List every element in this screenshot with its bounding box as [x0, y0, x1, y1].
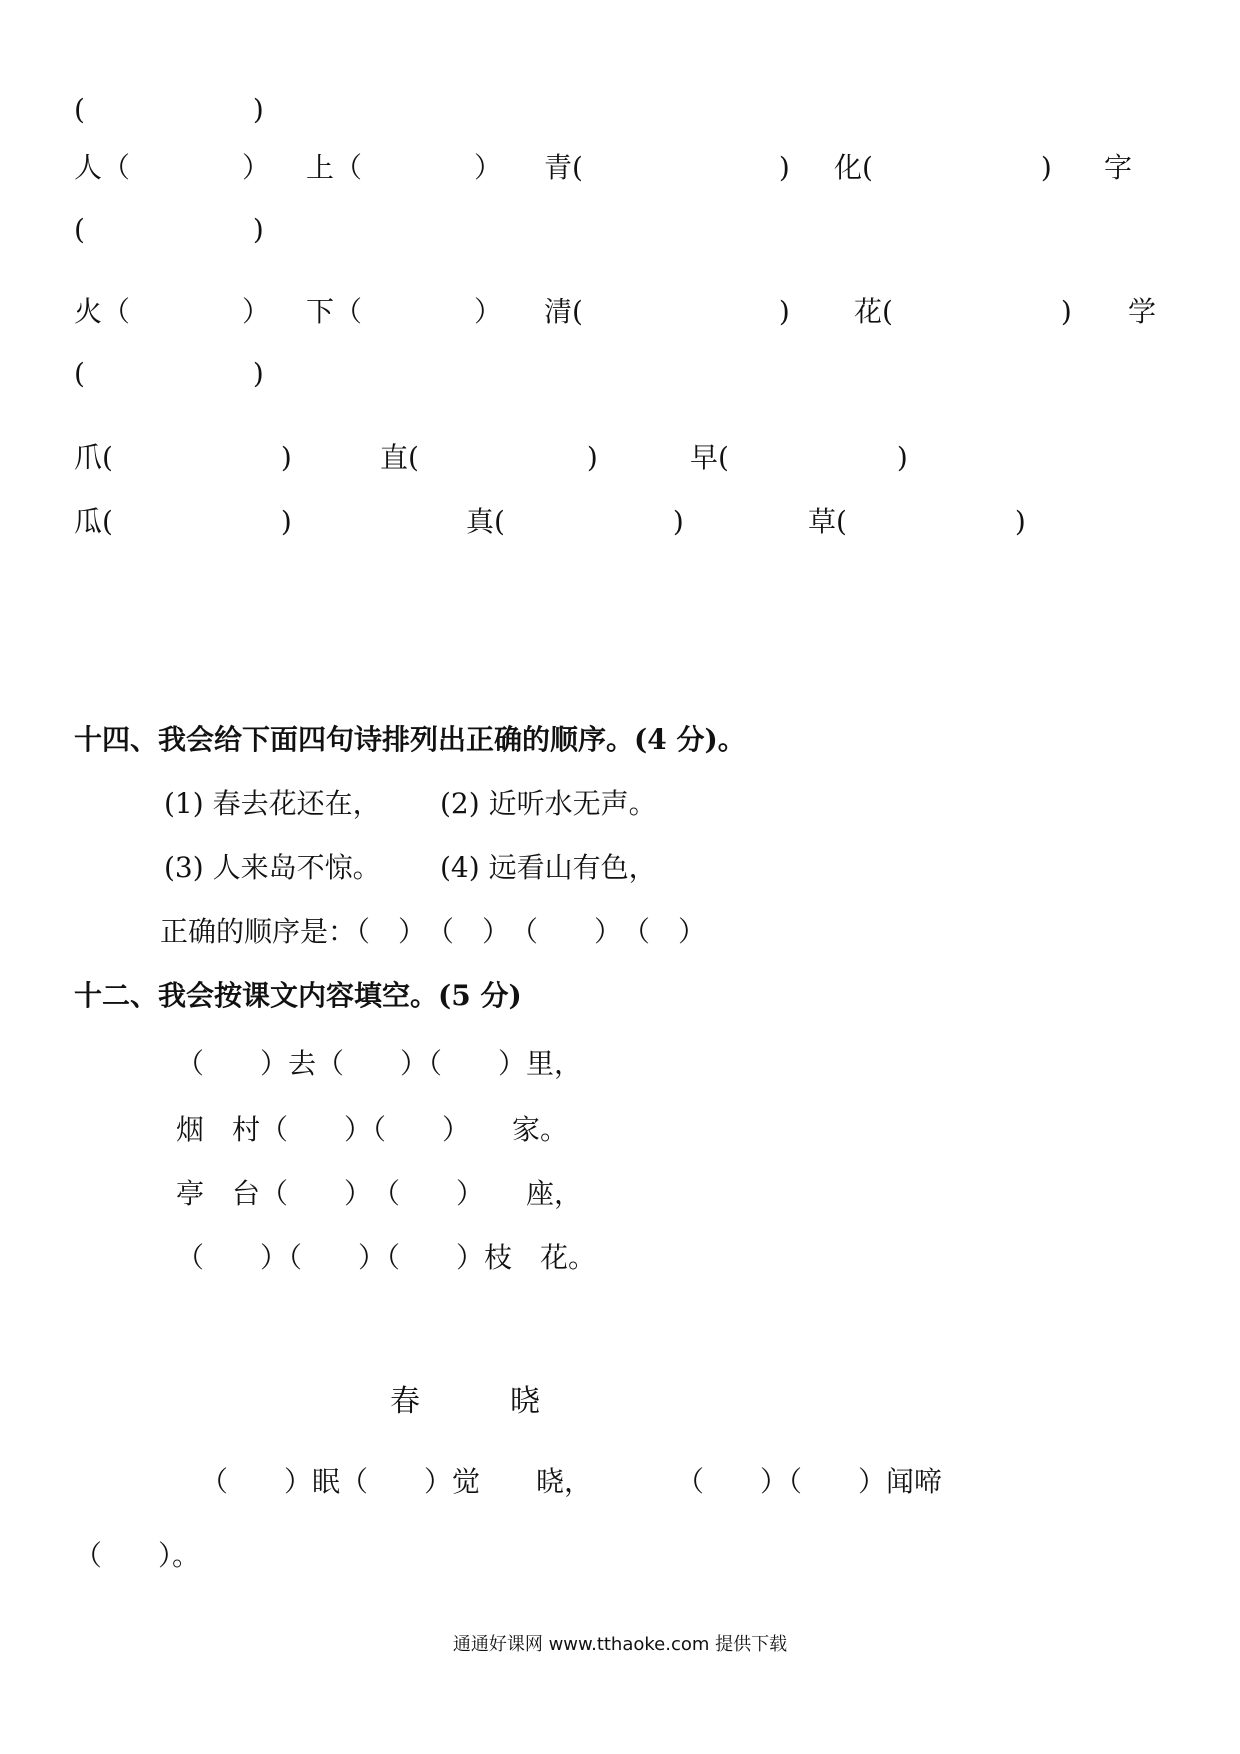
poem-sentence: (1) 春去花还在，	[164, 787, 381, 820]
char-cell: 化( )	[834, 151, 1052, 184]
poem-sentence: (2) 近听水无声。	[440, 787, 657, 820]
char-cell: 爪( )	[74, 441, 292, 474]
poem-sentence: (4) 远看山有色，	[440, 851, 657, 884]
char-row-2	[74, 294, 1157, 330]
char-cell: 学	[1128, 295, 1157, 328]
poem-sentence: (3) 人来岛不惊。	[164, 851, 381, 884]
char-row-2-cont	[74, 356, 264, 392]
char-cell: 人（ ）	[74, 151, 271, 184]
char-cell: 真( )	[466, 505, 684, 538]
char-cell: 瓜( )	[74, 505, 292, 538]
char-cell: 花( )	[854, 295, 1072, 328]
char-cell: 火（ ）	[74, 295, 271, 328]
footer-credit: 通通好课网 www.tthaoke.com 提供下载	[452, 1634, 788, 1655]
question-12-title: 十二、我会按课文内容填空。(5 分)	[74, 979, 522, 1012]
question-14-title: 十四、我会给下面四句诗排列出正确的顺序。(4 分)。	[74, 723, 746, 756]
char-row-4	[74, 504, 1134, 540]
char-row-1	[74, 150, 1134, 186]
q12-line-1: （ ）去（ ）（ ）里，	[176, 1047, 583, 1080]
poem-title: 春 晓	[390, 1384, 540, 1419]
q14-answer: 正确的顺序是：（ ） （ ） （ ） （ ）	[160, 915, 707, 948]
char-row-3	[74, 440, 1134, 476]
blank-text: ( )	[74, 93, 264, 126]
char-cell: 上（ ）	[306, 151, 503, 184]
poem-line-2: （ ）。	[74, 1539, 201, 1572]
char-cell: 字	[1104, 151, 1133, 184]
char-cell: 草( )	[808, 505, 1026, 538]
q12-line-2: 烟 村（ ）（ ） 家。	[176, 1113, 569, 1146]
char-cell: 青( )	[544, 151, 790, 184]
q12-line-4: （ ）（ ）（ ）枝 花。	[176, 1241, 597, 1274]
char-cell: ( )	[74, 213, 264, 246]
char-cell: 下（ ）	[306, 295, 503, 328]
char-cell: ( )	[74, 357, 264, 390]
q14-line-2	[160, 850, 860, 886]
poem-line-1: （ ）眠（ ）觉 晓， （ ）（ ）闻啼	[200, 1465, 943, 1498]
q12-line-3: 亭 台（ ） （ ） 座，	[176, 1177, 583, 1210]
top-blank-fragment	[74, 92, 264, 128]
q14-line-1	[160, 786, 860, 822]
char-row-1-cont	[74, 212, 264, 248]
char-cell: 直( )	[380, 441, 598, 474]
char-cell: 清( )	[544, 295, 790, 328]
char-cell: 早( )	[690, 441, 908, 474]
